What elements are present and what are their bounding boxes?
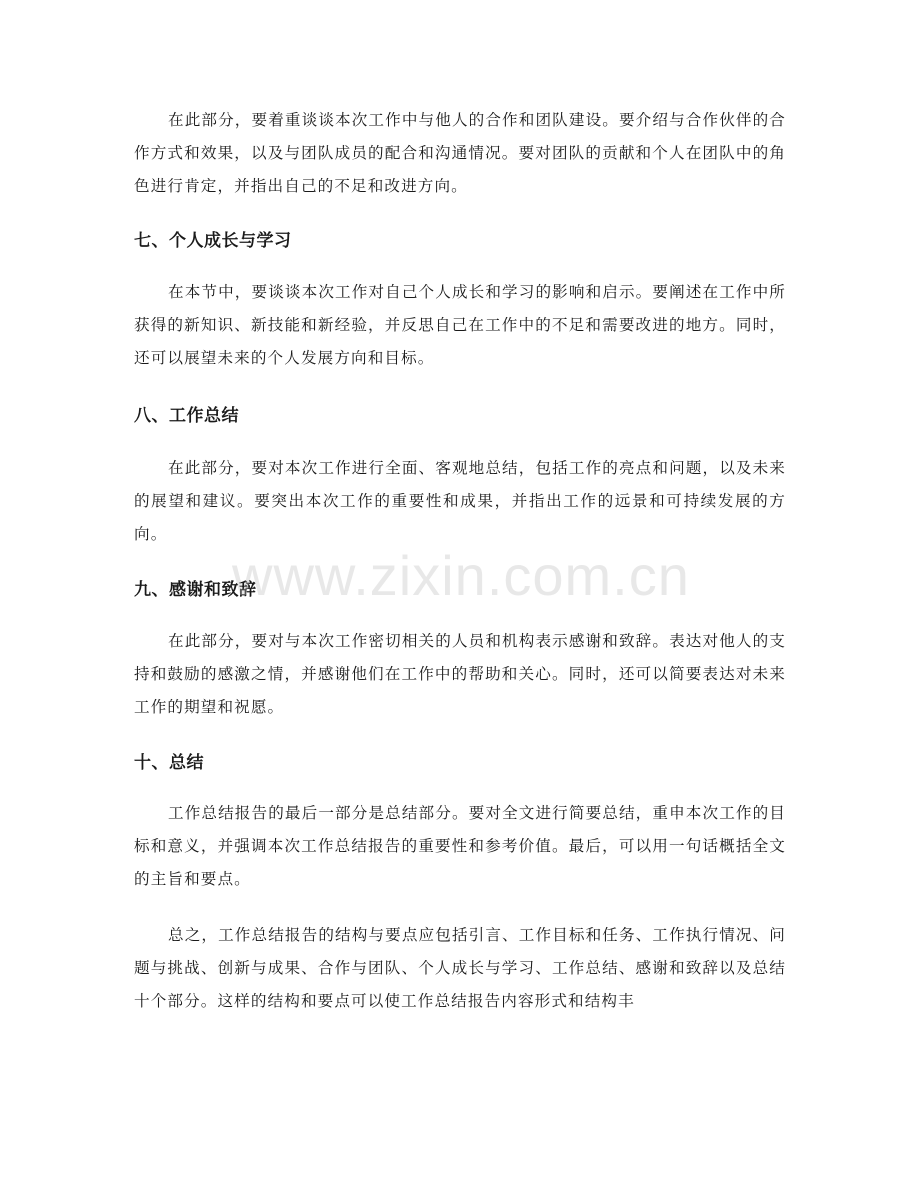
paragraph-conclusion: 工作总结报告的最后一部分是总结部分。要对全文进行简要总结，重申本次工作的目标和意义，并强调本次工作总结报告的重要性和参考价值。最后，可以用一句话概括全文的主旨和要点。 bbox=[134, 804, 786, 888]
paragraph-teamwork: 在此部分，要着重谈谈本次工作中与他人的合作和团队建设。要介绍与合作伙伴的合作方式和效果，以及与团队成员的配合和沟通情况。要对团队的贡献和个人在团队中的角色进行肯定，并指出自己的不足和改进方向。 bbox=[134, 111, 786, 195]
heading-personal-growth: 七、个人成长与学习 bbox=[134, 231, 292, 251]
paragraph-thanks: 在此部分，要对与本次工作密切相关的人员和机构表示感谢和致辞。表达对他人的支持和鼓励的感激之情，并感谢他们在工作中的帮助和关心。同时，还可以简要表达对未来工作的期望和祝愿。 bbox=[134, 632, 786, 716]
paragraph-personal-growth: 在本节中，要谈谈本次工作对自己个人成长和学习的影响和启示。要阐述在工作中所获得的新知识、新技能和新经验，并反思自己在工作中的不足和需要改进的地方。同时，还可以展望未来的个人发展方向和目标。 bbox=[134, 283, 786, 367]
heading-thanks: 九、感谢和致辞 bbox=[134, 580, 257, 600]
heading-work-summary: 八、工作总结 bbox=[134, 406, 239, 426]
paragraph-final-summary: 总之，工作总结报告的结构与要点应包括引言、工作目标和任务、工作执行情况、问题与挑战、创新与成果、合作与团队、个人成长与学习、工作总结、感谢和致辞以及总结十个部分。这样的结构和要点可以使工作总结报告内容形式和结构丰 bbox=[134, 926, 786, 1010]
paragraph-work-summary: 在此部分，要对本次工作进行全面、客观地总结，包括工作的亮点和问题，以及未来的展望和建议。要突出本次工作的重要性和成果，并指出工作的远景和可持续发展的方向。 bbox=[134, 459, 786, 543]
watermark: www.zixin.com.cn bbox=[232, 544, 690, 607]
heading-conclusion: 十、总结 bbox=[134, 753, 204, 773]
